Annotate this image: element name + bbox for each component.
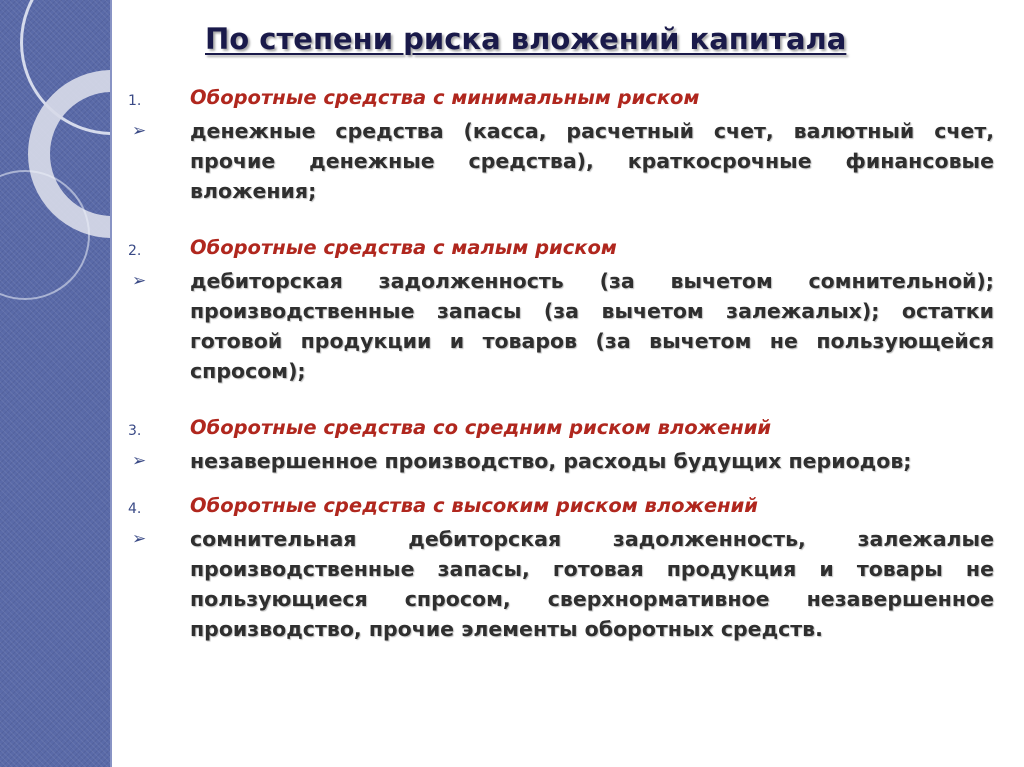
item-number: 4. — [128, 501, 142, 517]
content-list — [128, 84, 994, 644]
item-number: 3. — [128, 423, 142, 439]
slide-title: По степени риска вложений капитала — [205, 22, 847, 56]
item-heading-text: Оборотные средства с минимальным риском — [190, 86, 700, 109]
item-heading-text: Оборотные средства с малым риском — [190, 236, 617, 259]
item-heading — [128, 234, 994, 262]
item-heading — [128, 84, 994, 112]
item-heading-text: Оборотные средства со средним риском вложений — [190, 416, 772, 439]
item-bullet — [128, 116, 994, 206]
list-item — [128, 234, 994, 386]
arrow-bullet-icon: ➢ — [132, 451, 147, 471]
item-bullet-text: дебиторская задолженность (за вычетом сомнительной); производственные запасы (за вычетом залежалых); остатки готовой продукции и товаров (за вычетом не пользующейся спросом); — [190, 269, 994, 383]
item-bullet — [128, 446, 994, 476]
item-number: 1. — [128, 93, 142, 109]
item-heading — [128, 492, 994, 520]
arrow-bullet-icon: ➢ — [132, 121, 147, 141]
side-panel-edge — [110, 0, 112, 767]
arrow-bullet-icon: ➢ — [132, 271, 147, 291]
list-item — [128, 492, 994, 644]
item-bullet-text: незавершенное производство, расходы будущих периодов; — [190, 449, 912, 473]
arrow-bullet-icon: ➢ — [132, 529, 147, 549]
list-item — [128, 84, 994, 206]
item-bullet-text: сомнительная дебиторская задолженность, залежалые производственные запасы, готовая продукция и товары не пользующиеся спросом, сверхнормативное незавершенное производство, прочие элементы оборотных средств. — [190, 527, 994, 641]
item-bullet — [128, 266, 994, 386]
item-bullet — [128, 524, 994, 644]
item-heading-text: Оборотные средства с высоким риском вложений — [190, 494, 758, 517]
decorative-side-panel — [0, 0, 110, 767]
item-number: 2. — [128, 243, 142, 259]
item-bullet-text: денежные средства (касса, расчетный счет, валютный счет, прочие денежные средства), краткосрочные финансовые вложения; — [190, 119, 994, 203]
item-heading — [128, 414, 994, 442]
list-item — [128, 414, 994, 476]
